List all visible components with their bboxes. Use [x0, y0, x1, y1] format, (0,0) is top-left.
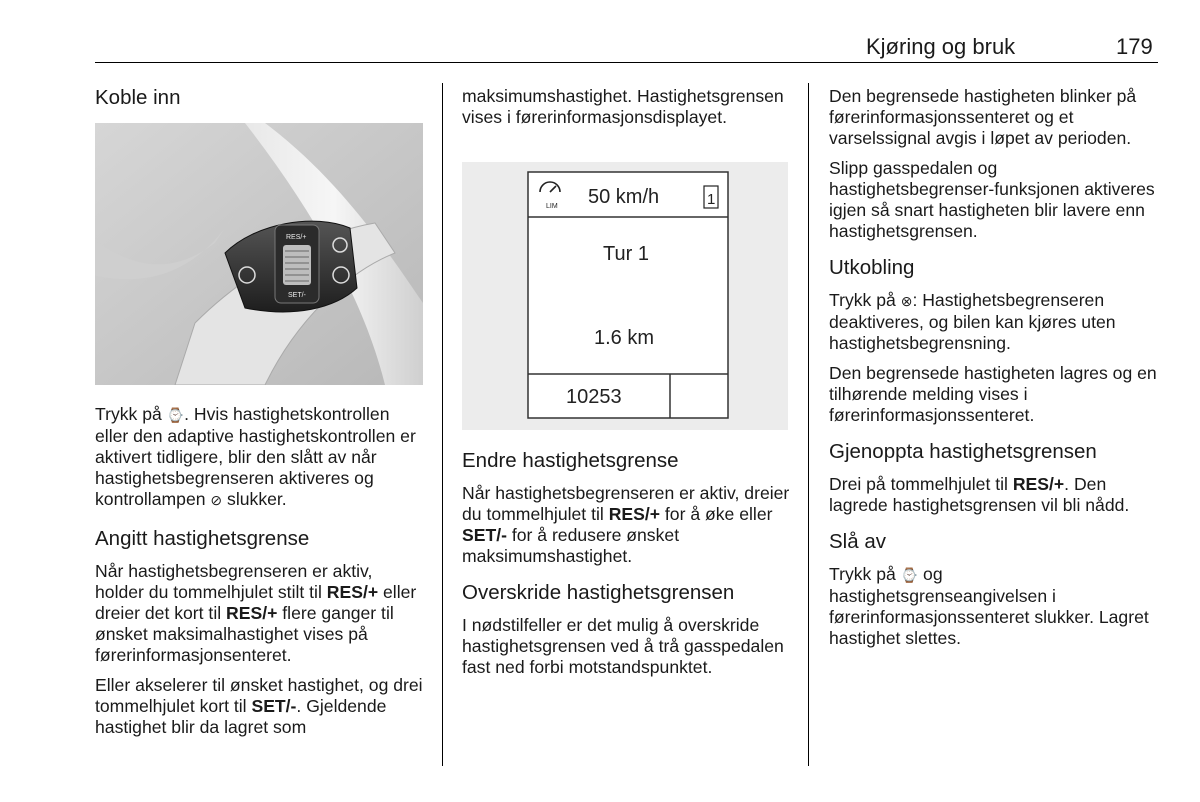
page-number: 179 [1116, 34, 1153, 59]
column-2 [462, 86, 790, 137]
lim-label: LIM [546, 203, 558, 210]
set-label: SET/- [288, 292, 306, 299]
column-1 [95, 86, 425, 110]
heading-angitt: Angitt hastighetsgrense [95, 527, 310, 550]
heading-overskride: Overskride hastighetsgrensen [462, 581, 735, 604]
display-speed: 50 km/h [588, 186, 660, 208]
heading-sla-av: Slå av [829, 530, 886, 553]
column-1-body [95, 404, 425, 747]
section-title: Kjøring og bruk [866, 34, 1016, 59]
display-trip: Tur 1 [603, 243, 649, 265]
column-2-body [462, 449, 792, 687]
paragraph: I nødstilfeller er det mulig å overskride hastighetsgrensen ved å trå gasspedalen fast ned forbi motstandspunktet. [462, 615, 784, 677]
heading-utkobling: Utkobling [829, 256, 915, 279]
display-page: 1 [707, 191, 716, 208]
steering-wheel-illustration [95, 123, 423, 385]
speed-limiter-icon: ⌚ [166, 407, 185, 423]
paragraph: Trykk på ⌚. Hvis hastighetskontrollen eller den adaptive hastighetskontrollen er aktivert tidligere, blir den slått av når hastighetsbegrenseren aktiveres og kontrollampen ⊘ slukker. [95, 404, 416, 509]
heading-koble-inn: Koble inn [95, 86, 181, 109]
display-distance: 1.6 km [594, 327, 655, 349]
paragraph: Den begrensede hastigheten blinker på førerinformasjonssenteret og et varselssignal avgis i løpet av perioden. [829, 86, 1137, 148]
column-3 [829, 86, 1159, 658]
paragraph: Når hastighetsbegrenseren er aktiv, dreier du tommelhjulet til RES/+ for å øke eller SET/- for å redusere ønsket maksimumshastighet. [462, 483, 790, 566]
paragraph: Slipp gasspedalen og hastighetsbegrenser-funksjonen aktiveres igjen så snart hastigheten blir lavere enn hastighetsgrensen. [829, 158, 1155, 241]
paragraph: Den begrensede hastigheten lagres og en tilhørende melding vises i førerinformasjonssenteret. [829, 363, 1157, 425]
speed-limiter-icon: ⌚ [900, 567, 919, 583]
paragraph: Eller akselerer til ønsket hastighet, og drei tommelhjulet kort til SET/-. Gjeldende hastighet blir da lagret som [95, 675, 423, 737]
header-rule [95, 62, 1158, 63]
heading-gjenoppta: Gjenoppta hastighetsgrensen [829, 440, 1097, 463]
paragraph: Når hastighetsbegrenseren er aktiv, holder du tommelhjulet stilt til RES/+ eller dreier det kort til RES/+ flere ganger til ønsket maksimalhastighet vises på førerinformasjonsenteret. [95, 561, 417, 665]
res-label: RES/+ [286, 234, 307, 241]
paragraph: maksimumshastighet. Hastighetsgrensen vises i førerinformasjonsdisplayet. [462, 86, 784, 127]
paragraph: Trykk på ⊗: Hastighetsbegrenseren deaktiveres, og bilen kan kjøres uten hastighetsbegrensning. [829, 290, 1116, 353]
speed-limiter-off-icon: ⊗ [900, 293, 913, 309]
driver-info-display-illustration [462, 162, 788, 430]
heading-endre: Endre hastighetsgrense [462, 449, 679, 472]
paragraph: Trykk på ⌚ og hastighetsgrenseangivelsen i førerinformasjonssenteret slukker. Lagret hastighet slettes. [829, 564, 1149, 648]
speed-off-icon: ⊘ [210, 492, 223, 508]
display-odometer: 10253 [566, 386, 622, 408]
column-divider [808, 83, 809, 766]
column-divider [442, 83, 443, 766]
paragraph: Drei på tommelhjulet til RES/+. Den lagrede hastighetsgrensen vil bli nådd. [829, 474, 1130, 515]
